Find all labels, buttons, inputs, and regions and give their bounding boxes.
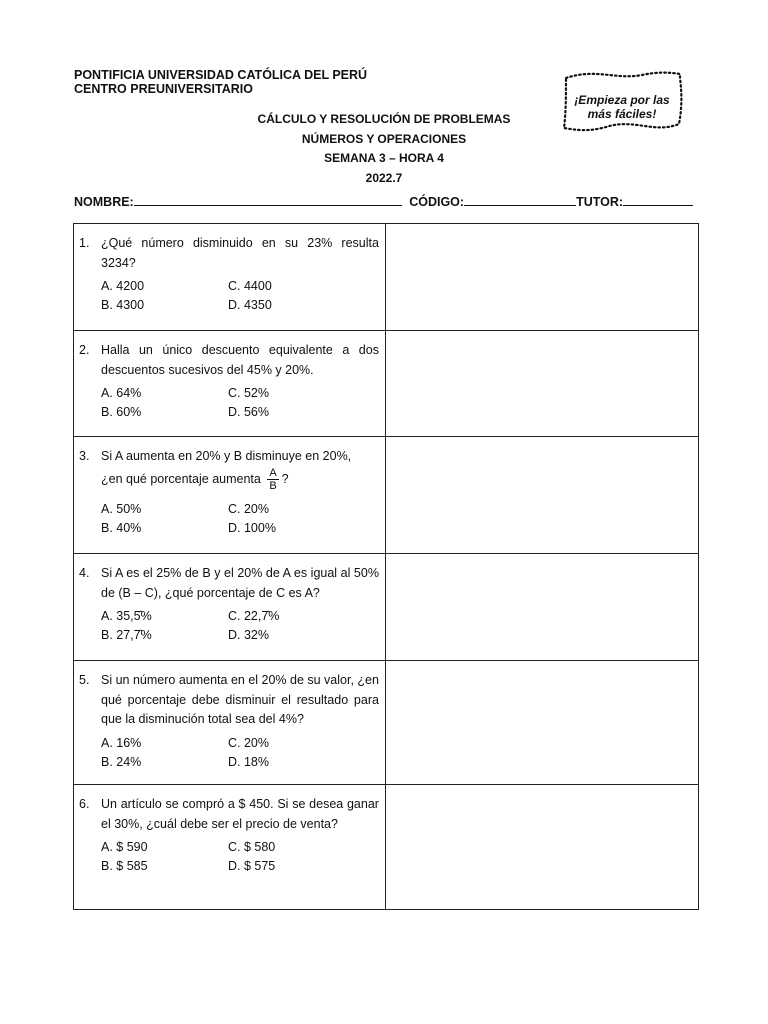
question-text: Si A es el 25% de B y el 20% de A es igual al 50% de (B – C), ¿qué porcentaje de C es A? — [101, 566, 379, 600]
option-c: C. 52% — [228, 386, 269, 400]
option-c: C. 20% — [228, 501, 269, 516]
tutor-label: TUTOR: — [576, 195, 624, 209]
question-mark: ? — [281, 471, 289, 486]
question-row — [74, 331, 699, 437]
code-field[interactable] — [464, 193, 576, 206]
question-row — [74, 661, 699, 785]
year-label: 2022.7 — [365, 170, 403, 185]
option-a: A. 16% — [101, 735, 142, 750]
code-label: CÓDIGO: — [409, 195, 465, 209]
topic-title: NÚMEROS Y OPERACIONES — [301, 131, 467, 146]
name-field[interactable] — [134, 193, 402, 206]
answer-space[interactable] — [385, 224, 698, 331]
option-d: D. $ 575 — [228, 859, 276, 873]
option-a: A. $ 590 — [101, 840, 148, 854]
option-d: D. 4350 — [228, 298, 272, 312]
question-number: 6. — [79, 797, 90, 811]
answer-space[interactable] — [385, 331, 698, 437]
university-name: PONTIFICIA UNIVERSIDAD CATÓLICA DEL PERÚ — [74, 68, 368, 82]
option-a: A. 35,5̂% — [101, 609, 152, 623]
fraction-numerator: A — [269, 466, 277, 479]
option-a: A. 64% — [101, 386, 142, 400]
question-text-line-1: Si A aumenta en 20% y B disminuye en 20%, — [101, 449, 352, 463]
option-b: B. 27,7̂% — [101, 628, 152, 642]
center-name: CENTRO PREUNIVERSITARIO — [74, 82, 253, 96]
question-row — [74, 437, 699, 554]
question-row — [74, 224, 699, 331]
question-text: Un artículo se compró a $ 450. Si se desea ganar el 30%, ¿cuál debe ser el precio de venta? — [101, 797, 379, 831]
question-text-line-2: ¿en qué porcentaje aumenta — [101, 471, 261, 486]
option-d: D. 56% — [228, 405, 269, 419]
option-a: A. 4200 — [101, 279, 145, 293]
question-text: Halla un único descuento equivalente a dos descuentos sucesivos del 45% y 20%. — [101, 343, 379, 377]
option-c: C. 20% — [228, 735, 269, 750]
week-label: SEMANA 3 – HORA 4 — [324, 151, 444, 165]
question-text: ¿Qué número disminuido en su 23% resulta 3234? — [101, 236, 379, 270]
question-number: 4. — [79, 566, 90, 580]
tip-banner — [556, 66, 688, 136]
fraction-a-over-b — [267, 467, 278, 492]
option-c: C. $ 580 — [228, 840, 276, 854]
student-fields — [74, 193, 698, 209]
question-number: 5. — [79, 673, 90, 687]
option-d: D. 100% — [228, 520, 276, 535]
banner-line-2: más fáciles! — [587, 107, 657, 121]
question-number: 2. — [79, 343, 90, 357]
course-title: CÁLCULO Y RESOLUCIÓN DE PROBLEMAS — [257, 112, 511, 126]
answer-space[interactable] — [385, 661, 698, 785]
option-b: B. 60% — [101, 405, 142, 419]
course-header — [220, 110, 548, 188]
answer-space[interactable] — [385, 785, 698, 910]
option-d: D. 18% — [228, 754, 269, 769]
question-text: Si un número aumenta en el 20% de su valor, ¿en qué porcentaje debe disminuir el resultado para que la disminución total sea del 4%? — [101, 673, 379, 726]
questions-table — [73, 223, 699, 910]
answer-space[interactable] — [385, 554, 698, 661]
name-label: NOMBRE: — [74, 195, 134, 209]
tutor-field[interactable] — [623, 193, 693, 206]
option-b: B. 24% — [101, 754, 142, 769]
question-number: 3. — [79, 449, 90, 463]
option-b: B. $ 585 — [101, 859, 148, 873]
institution-header — [74, 68, 367, 96]
question-text — [101, 447, 379, 492]
banner-line-1: ¡Empieza por las — [574, 93, 670, 107]
question-row — [74, 785, 699, 910]
option-c: C. 4400 — [228, 279, 272, 293]
option-b: B. 40% — [101, 520, 142, 535]
option-c: C. 22,7̂% — [228, 609, 280, 623]
fraction-denominator: B — [269, 479, 277, 492]
question-row — [74, 554, 699, 661]
question-number: 1. — [79, 236, 90, 250]
option-a: A. 50% — [101, 501, 142, 516]
option-d: D. 32% — [228, 628, 269, 642]
answer-space[interactable] — [385, 437, 698, 554]
option-b: B. 4300 — [101, 298, 145, 312]
